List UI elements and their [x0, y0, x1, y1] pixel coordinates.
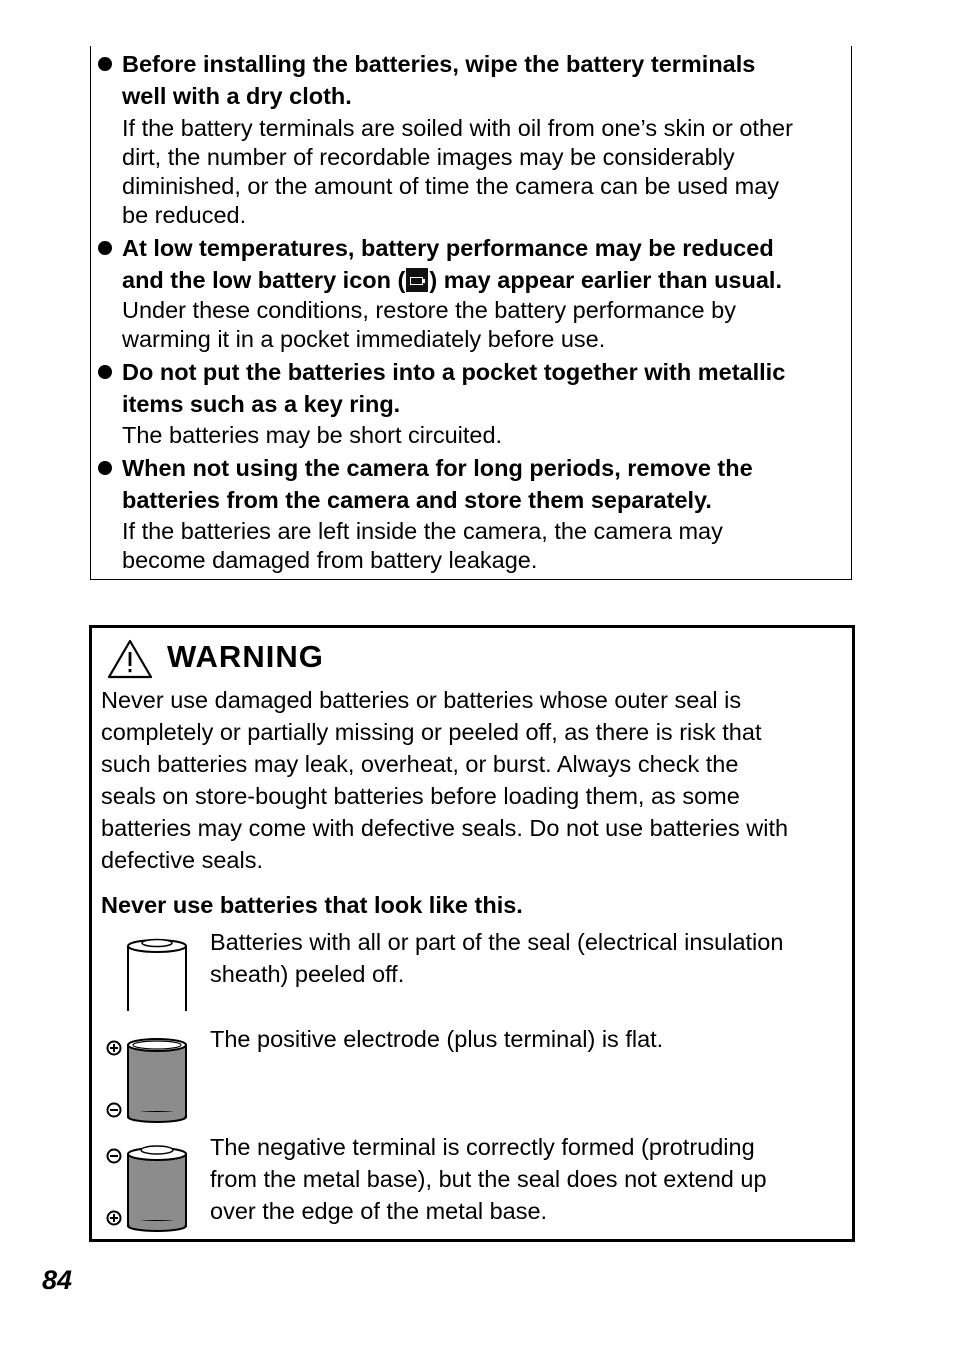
caution-heading-line2-before: and the low battery icon (: [122, 267, 406, 293]
caution-body: If the batteries are left inside the camera, the camera may become damaged from battery leakage.: [122, 518, 723, 573]
caution-heading: When not using the camera for long periods, remove the batteries from the camera and store them separately.: [122, 455, 753, 513]
flat-positive-battery-icon: [104, 1036, 194, 1124]
bullet-icon: [98, 461, 112, 475]
warning-box: [89, 625, 855, 1242]
caution-heading: Before installing the batteries, wipe the battery terminals well with a dry cloth.: [122, 51, 756, 109]
page-number: 84: [42, 1265, 73, 1295]
case-text: The positive electrode (plus terminal) is flat.: [210, 1026, 664, 1052]
caution-heading-line2-after: ) may appear earlier than usual.: [429, 267, 782, 293]
bullet-icon: [98, 57, 112, 71]
caution-body: If the battery terminals are soiled with oil from one’s skin or other dirt, the number of recordable images may be considerably diminished, or the amount of time the camera can be used may be reduced.: [122, 115, 793, 228]
cautions-box: [90, 46, 852, 580]
peeled-battery-icon: [122, 934, 192, 1014]
case-text: Batteries with all or part of the seal (electrical insulation sheath) peeled off.: [210, 929, 784, 987]
warning-title: WARNING: [167, 639, 324, 674]
caution-body: The batteries may be short circuited.: [122, 422, 503, 448]
unsealed-negative-battery-icon: [104, 1142, 194, 1234]
warning-text: Never use damaged batteries or batteries whose outer seal is completely or partially missing or peeled off, as there is risk that such batteries may leak, overheat, or burst. Always check the seals on store-bought batteries before loading them, as some batteries may come with defective seals. Do not use batteries with defective seals.: [101, 687, 789, 873]
caution-heading: Do not put the batteries into a pocket together with metallic items such as a key ring.: [122, 359, 786, 417]
case-text: The negative terminal is correctly formed (protruding from the metal base), but the seal does not extend up over the edge of the metal base.: [210, 1134, 767, 1224]
caution-heading-line1: At low temperatures, battery performance may be reduced: [122, 235, 774, 261]
caution-body: Under these conditions, restore the battery performance by warming it in a pocket immediately before use.: [122, 297, 736, 352]
warning-triangle-icon: [106, 638, 154, 680]
low-battery-icon: [406, 268, 428, 292]
bullet-icon: [98, 365, 112, 379]
warning-subheading: Never use batteries that look like this.: [101, 892, 523, 918]
bullet-icon: [98, 241, 112, 255]
caution-heading: [122, 232, 852, 296]
